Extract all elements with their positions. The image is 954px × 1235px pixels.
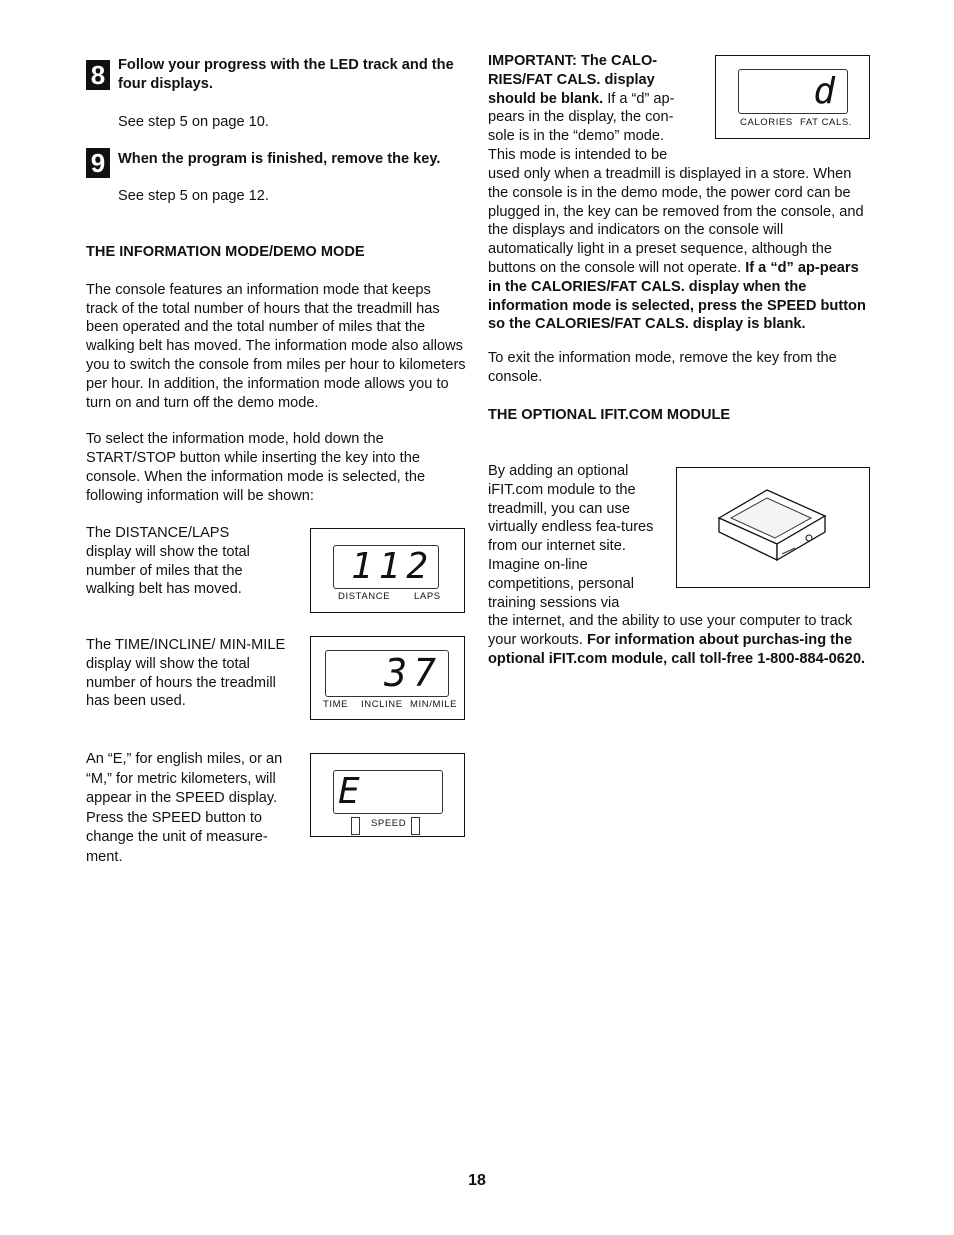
distance-value: 112	[350, 546, 434, 587]
important-bold: IMPORTANT: The CALO-RIES/FAT CALS. display should be blank.	[488, 53, 658, 107]
important-rest-b: used only when a treadmill is displayed in a store. When the console is in the demo mode, the power cord can be plugged in, the key can be removed from the console, and the displays and indicators on the console will automatically light in a preset sequence, although the buttons on the console will not operate.	[488, 166, 864, 276]
left-column	[86, 52, 466, 506]
step-8-ref: See step 5 on page 10.	[118, 113, 269, 130]
ifit-bold: For information about purchas-ing the optional iFIT.com module, call toll-free 1-800-884-0620.	[488, 631, 866, 667]
speed-label: SPEED	[371, 818, 407, 829]
important-block-b	[488, 165, 870, 425]
incline-label: INCLINE	[361, 699, 403, 710]
calories-label: CALORIES	[740, 117, 793, 128]
calories-value: d	[813, 71, 841, 112]
step-8-title: Follow your progress with the LED track and the four displays.	[118, 57, 454, 92]
speed-up-arrow-icon	[411, 817, 420, 835]
speed-screen	[333, 770, 443, 814]
distance-label: DISTANCE	[338, 591, 391, 602]
step-9-ref: See step 5 on page 12.	[118, 188, 269, 205]
distance-laps-display	[310, 528, 465, 613]
distance-screen	[333, 545, 439, 589]
info-heading: THE INFORMATION MODE/DEMO MODE	[86, 243, 365, 260]
distance-text: The DISTANCE/LAPS display will show the total number of miles that the walking belt has moved.	[86, 525, 250, 598]
laps-label: LAPS	[414, 591, 441, 602]
step-9	[86, 148, 466, 179]
time-screen	[325, 650, 449, 697]
ifit-module-icon	[677, 468, 869, 587]
time-incline-display	[310, 636, 465, 720]
ifit-text-a: By adding an optional iFIT.com module to the treadmill, you can use virtually endless fea-tures from our internet site. Imagine on-line competitions, personal training sessions via	[488, 463, 654, 611]
speed-display	[310, 753, 465, 837]
exit-text: To exit the information mode, remove the key from the console.	[488, 350, 837, 385]
info-paragraph-1: The console features an information mode that keeps track of the total number of hours that the treadmill has been operated and the total number of miles that the walking belt has moved. The information mode also allows you to switch the console from miles per hour to kilometers per hour. In addition, the information mode allows you to turn on and turn off the demo mode.	[86, 281, 466, 411]
step-8-number: 8	[86, 60, 110, 90]
ifit-text-b	[488, 612, 868, 668]
speed-value: E	[338, 771, 366, 812]
time-value: 37	[384, 651, 442, 695]
min-mile-label: MIN/MILE	[410, 699, 458, 710]
fat-cals-label: FAT CALS.	[800, 117, 853, 128]
important-bold-2: If a “d” ap-pears in the CALORIES/FAT CALS. display when the information mode is selected, press the SPEED button so the CALORIES/FAT CALS. display is blank.	[488, 259, 866, 333]
ifit-module-illustration	[676, 467, 870, 588]
speed-text: An “E,” for english miles, or an “M,” for metric kilometers, will appear in the SPEED display. Press the SPEED button to change the unit of measure-ment.	[86, 751, 283, 865]
calories-display	[715, 55, 870, 139]
time-label: TIME	[323, 699, 349, 710]
step-9-number: 9	[86, 148, 110, 178]
info-paragraph-2: To select the information mode, hold down the START/STOP button while inserting the key into the console. When the information mode is selected, the following information will be shown:	[86, 431, 426, 504]
speed-down-arrow-icon	[351, 817, 360, 835]
time-text: The TIME/INCLINE/ MIN-MILE display will show the total number of hours the treadmill has been used.	[86, 637, 286, 710]
calories-screen	[738, 69, 848, 114]
ifit-heading: THE OPTIONAL IFIT.COM MODULE	[488, 406, 731, 423]
page-number: 18	[468, 1172, 486, 1189]
important-rest-a: If a “d” ap-pears in the display, the con-sole is in the “demo” mode. This mode is intended to be	[488, 90, 675, 163]
step-9-title: When the program is finished, remove the key.	[118, 151, 441, 168]
important-block-a	[488, 52, 688, 165]
ifit-text-b-plain: the internet, and the ability to use your computer to track your workouts.	[488, 613, 853, 648]
step-8	[86, 56, 466, 94]
